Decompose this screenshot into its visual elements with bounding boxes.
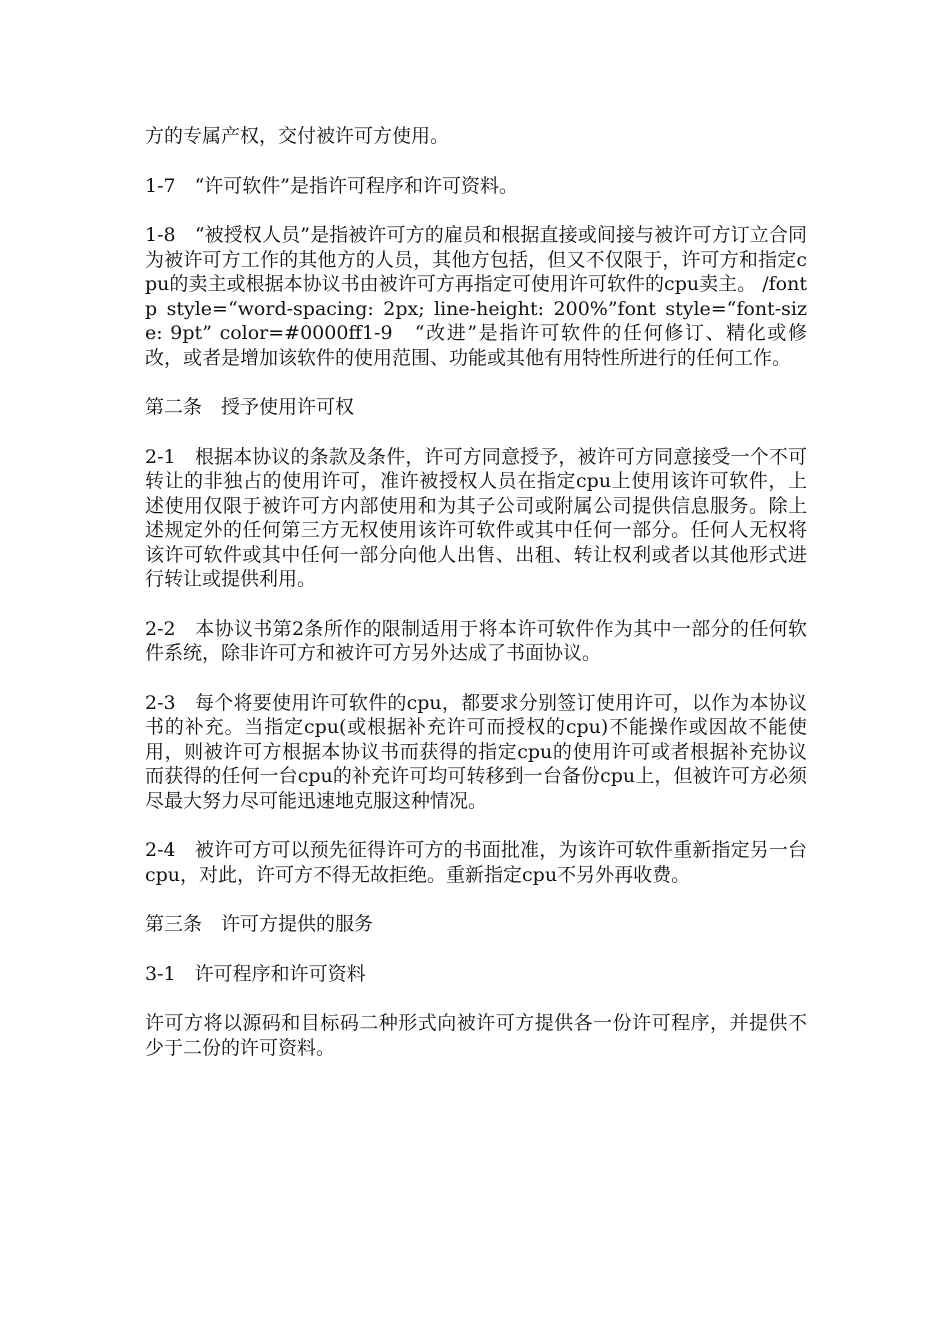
article-2-heading: 第二条 授予使用许可权 <box>145 396 355 418</box>
clause-2-1: 2-1 根据本协议的条款及条件，许可方同意授予，被许可方同意接受一个不可转让的非独占的使用许可，准许被授权人员在指定cpu上使用该许可软件，上述使用仅限于被许可方内部使用和为其子公司或附属公司提供信息服务。除上述规定外的任何第三方无权使用该许可软件或其中任何一部分。任何人无权将该许可软件或其中任何一部分向他人出售、出租、转让权利或者以其他形式进行转让或提供利用。 <box>145 445 807 590</box>
clause-1-8: 1-8 “被授权人员”是指被许可方的雇员和根据直接或间接与被许可方订立合同为被许可方工作的其他方的人员，其他方包括，但又不仅限于，许可方和指定cpu的卖主或根据本协议书由被许可方再指定可使用许可软件的cpu卖主。 /fontp style=“word-spacing: 2px; line-height: 200%”font style=“font-size: 9pt” color=#0000ff1-9 “改进”是指许可软件的任何修订、精化或修改，或者是增加该软件的使用范围、功能或其他有用特性所进行的任何工作。 <box>145 224 807 369</box>
paragraph-continuation: 方的专属产权，交付被许可方使用。 <box>145 125 450 147</box>
clause-2-4: 2-4 被许可方可以预先征得许可方的书面批准，为该许可软件重新指定另一台cpu，对此，许可方不得无故拒绝。重新指定cpu不另外再收费。 <box>145 839 807 886</box>
clause-2-2: 2-2 本协议书第2条所作的限制适用于将本许可软件作为其中一部分的任何软件系统，除非许可方和被许可方另外达成了书面协议。 <box>145 617 807 664</box>
clause-3-1-body: 许可方将以源码和目标码二种形式向被许可方提供各一份许可程序，并提供不少于二份的许可资料。 <box>145 1012 807 1059</box>
clause-2-3: 2-3 每个将要使用许可软件的cpu，都要求分别签订使用许可，以作为本协议书的补充。当指定cpu(或根据补充许可而授权的cpu)不能操作或因故不能使用，则被许可方根据本协议书而获得的指定cpu的使用许可或者根据补充协议而获得的任何一台cpu的补充许可均可转移到一台备份cpu上，但被许可方必须尽最大努力尽可能迅速地克服这种情况。 <box>145 691 807 812</box>
article-3-heading: 第三条 许可方提供的服务 <box>145 913 374 935</box>
document-body <box>145 124 807 1085</box>
clause-1-7: 1-7 “许可软件”是指许可程序和许可资料。 <box>145 174 519 197</box>
clause-3-1-heading: 3-1 许可程序和许可资料 <box>145 962 366 985</box>
